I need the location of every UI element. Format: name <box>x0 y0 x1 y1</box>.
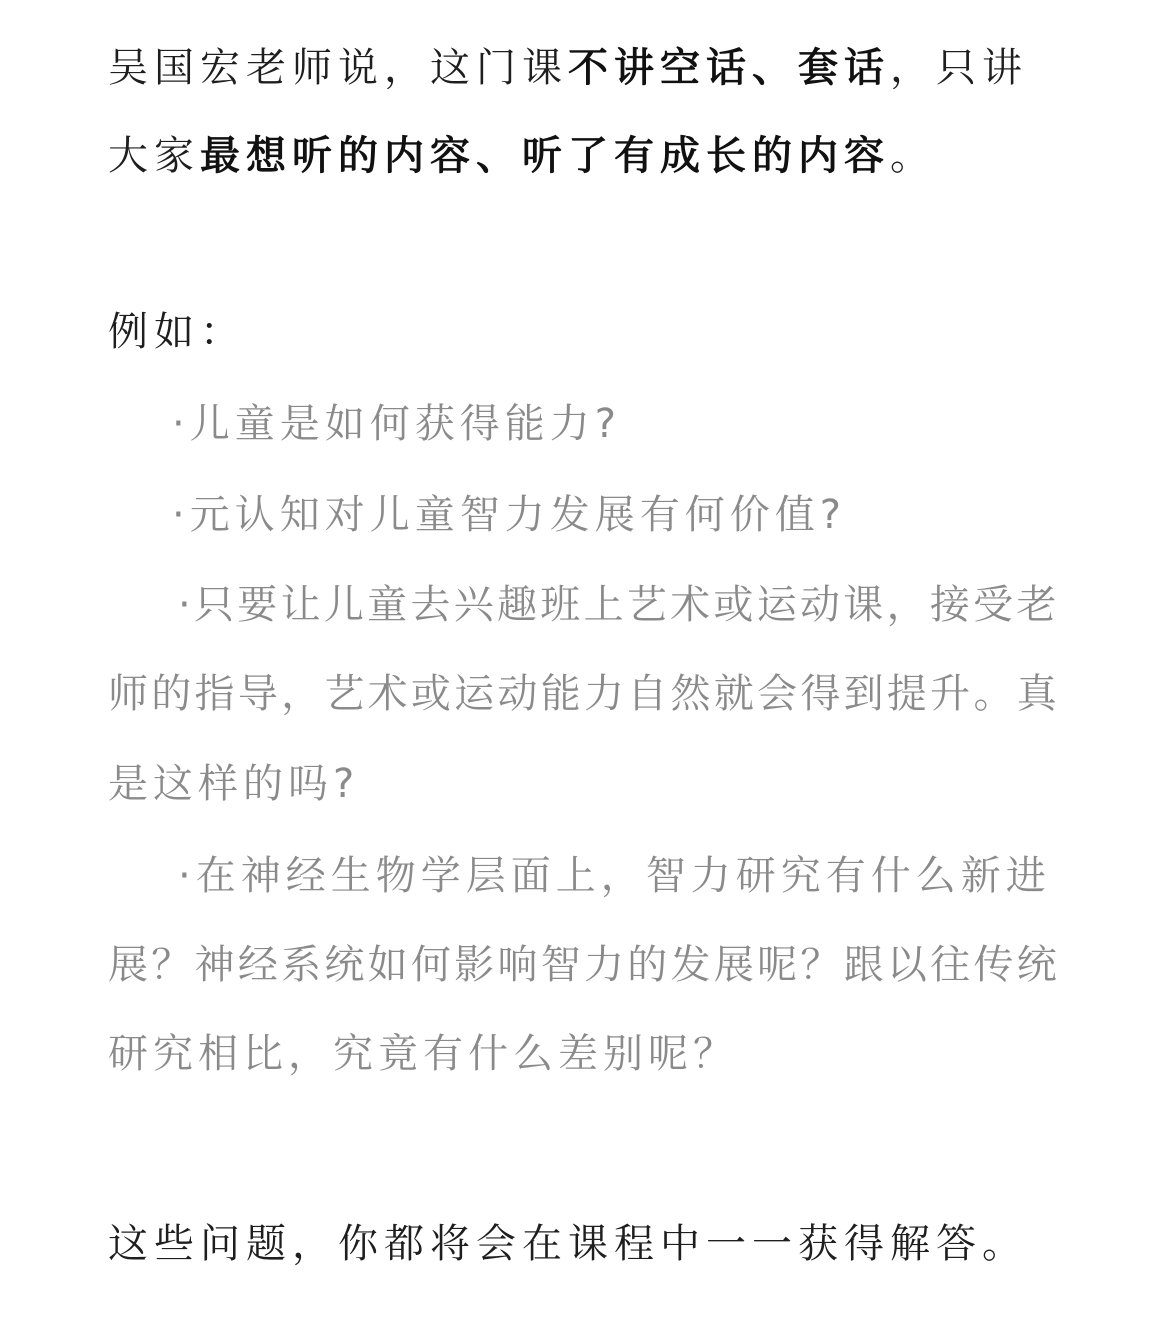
intro-emphasis-no-cliches: 套话 <box>798 45 890 91</box>
bullet-item-4-line-3: 研究相比，究竟有什么差别呢？ <box>108 1031 738 1077</box>
bullet-item-1: ·儿童是如何获得能力? <box>172 401 621 447</box>
intro-emphasis-separator-2: 、 <box>476 133 522 179</box>
intro-line-2-tail: 。 <box>890 133 936 179</box>
intro-emphasis-growth: 听了有成长的内容 <box>522 133 890 179</box>
intro-emphasis-most-wanted: 最想听的内容 <box>200 133 476 179</box>
bullet-item-4-line-2: 展？神经系统如何影响智力的发展呢？跟以往传统 <box>108 942 1060 988</box>
intro-emphasis-no-empty-talk: 不讲空话 <box>568 45 752 91</box>
intro-line-1-text: 吴国宏老师说，这门课 <box>108 45 568 91</box>
bullet-item-2: ·元认知对儿童智力发展有何价值? <box>172 492 846 538</box>
intro-line-1 <box>108 38 1028 98</box>
bullet-item-3-line-3: 是这样的吗? <box>108 761 360 807</box>
intro-line-2 <box>108 126 936 186</box>
bullet-item-4-line-1: ·在神经生物学层面上，智力研究有什么新进 <box>178 853 1051 899</box>
bullet-item-3-line-1: ·只要让儿童去兴趣班上艺术或运动课，接受老 <box>178 582 1060 628</box>
closing-sentence: 这些问题，你都将会在课程中一一获得解答。 <box>108 1221 1028 1267</box>
intro-line-1-tail: ，只讲 <box>890 45 1028 91</box>
example-heading: 例如： <box>108 309 246 355</box>
intro-line-2-text: 大家 <box>108 133 200 179</box>
intro-emphasis-separator: 、 <box>752 45 798 91</box>
bullet-item-3-line-2: 师的指导，艺术或运动能力自然就会得到提升。真 <box>108 671 1060 717</box>
